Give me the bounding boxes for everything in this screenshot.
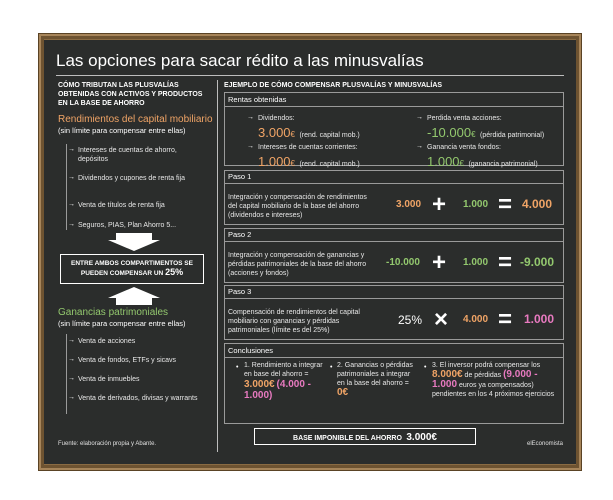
infographic-title: Las opciones para sacar rédito a las minusvalías — [56, 51, 424, 70]
base-imponible-box — [254, 428, 476, 445]
gan-label: Ganancia venta fondos: — [427, 144, 501, 151]
c3-text: 3. El inversor podrá compensar los — [432, 362, 541, 369]
paso2-b: 1.000 — [463, 257, 489, 268]
currency: € — [290, 130, 295, 139]
paso1-result: 4.000 — [522, 197, 553, 211]
paso3-a: 25% — [398, 313, 423, 327]
c1-value: 3.000€ — [244, 379, 275, 390]
conclusion-1 — [244, 361, 328, 401]
paso1-label: Paso 1 — [228, 172, 252, 181]
arrow-down-icon — [108, 233, 160, 251]
paso1-divider — [224, 183, 564, 184]
equals-sign: = — [498, 249, 513, 276]
c3-mid: de pérdidas — [464, 372, 502, 379]
arrow-icon: → — [68, 146, 75, 153]
equals-sign: = — [498, 191, 513, 218]
int-value: 1.000 — [258, 154, 291, 169]
int-row — [258, 153, 360, 171]
c3-calc: (9.000 - 1.000 — [432, 369, 538, 390]
div-value: 3.000 — [258, 125, 291, 140]
concl-divider — [224, 357, 564, 358]
arrow-icon: → — [68, 375, 75, 382]
gan-item: Venta de acciones — [78, 338, 136, 345]
rend-title: Rendimientos del capital mobiliario — [58, 114, 213, 125]
c2-text: 2. Ganancias o pérdidas patrimoniales a integrar en la base del ahorro = — [337, 362, 413, 387]
paso3-b: 4.000 — [463, 314, 489, 325]
paso2-text: Integración y compensación de ganancias y pérdidas patrimoniales de la base del ahorro (acciones y fondos) — [228, 252, 367, 277]
perd-value: -10.000 — [427, 125, 472, 140]
base-value: 3.000€ — [406, 432, 437, 443]
arrow-icon: → — [68, 356, 75, 363]
times-sign: × — [434, 306, 449, 333]
arrow-icon: → — [68, 394, 75, 401]
arrow-icon: → — [68, 201, 75, 208]
paso2-a: -10.000 — [386, 257, 420, 268]
compartments-pct: 25% — [165, 267, 184, 277]
rend-subtitle: (sin límite para compensar entre ellas) — [58, 126, 186, 135]
perd-label: Perdida venta acciones: — [427, 115, 502, 122]
arrow-icon: → — [68, 221, 75, 228]
bullet-icon: • — [236, 364, 239, 371]
paso1-a: 3.000 — [396, 199, 422, 210]
paso3-result: 1.000 — [524, 312, 555, 326]
right-heading: EJEMPLO DE CÓMO COMPENSAR PLUSVALÍAS Y MINUSVALÍAS — [224, 82, 443, 89]
c1-calc: (4.000 - 1.000) — [244, 379, 312, 401]
concl-label: Conclusiones — [228, 346, 274, 355]
rend-item: Dividendos y cupones de renta fija — [78, 175, 186, 182]
gan-list-line — [66, 334, 67, 414]
currency: € — [459, 159, 464, 168]
bullet-icon: • — [424, 364, 427, 371]
gan-row — [427, 153, 538, 171]
paso3-text: Compensación de rendimientos del capital mobiliario con ganancias y pérdidas patrimoniales (límite es del 25%) — [228, 309, 360, 334]
column-divider — [217, 80, 218, 452]
int-label: Intereses de cuentas corrientes: — [258, 144, 358, 151]
rend-list-line — [66, 144, 67, 230]
title-divider — [56, 75, 564, 76]
gan-title: Ganancias patrimoniales — [58, 307, 169, 318]
brand-logo: elEconomista — [527, 441, 564, 447]
currency: € — [471, 130, 476, 139]
gan-note: (ganancia patrimonial) — [468, 161, 538, 168]
div-note: (rend. capital mob.) — [299, 132, 360, 139]
arrow-icon: → — [68, 174, 75, 181]
base-label: BASE IMPONIBLE DEL AHORRO — [293, 435, 402, 442]
arrow-icon: → — [416, 143, 423, 150]
bullet-icon: • — [330, 364, 333, 371]
div-row — [258, 124, 360, 142]
left-heading: CÓMO TRIBUTAN LAS PLUSVALÍAS OBTENIDAS CON ACTIVOS Y PRODUCTOS EN LA BASE DE AHORRO — [58, 82, 203, 107]
paso1-text: Integración y compensación de rendimientos del capital mobiliario de la base del ahorro (dividendos e intereses) — [228, 194, 367, 219]
paso3-divider — [224, 298, 564, 299]
gan-item: Venta de fondos, ETFs y sicavs — [78, 357, 177, 364]
c3-value: 8.000€ — [432, 369, 463, 380]
plus-sign: + — [432, 249, 447, 276]
paso1-b: 1.000 — [463, 199, 489, 210]
conclusion-2 — [337, 361, 417, 398]
plus-sign: + — [432, 191, 447, 218]
gan-item: Venta de inmuebles — [78, 376, 140, 383]
perd-note: (pérdida patrimonial) — [480, 132, 545, 139]
conclusion-3 — [432, 361, 560, 399]
rentas-label: Rentas obtenidas — [228, 95, 287, 104]
arrow-icon: → — [416, 114, 423, 121]
int-note: (rend. capital mob.) — [299, 161, 360, 168]
paso2-result: -9.000 — [520, 255, 555, 269]
rend-item: Intereses de cuentas de ahorro, depósitos — [78, 147, 177, 163]
arrow-up-icon — [108, 287, 160, 305]
perd-row — [427, 124, 544, 142]
equals-sign: = — [498, 306, 513, 333]
arrow-icon: → — [68, 337, 75, 344]
c1-text: 1. Rendimiento a integrar en base del ahorro = — [244, 362, 323, 378]
gan-value: 1.000 — [427, 154, 460, 169]
paso2-label: Paso 2 — [228, 230, 252, 239]
rend-item: Seguros, PIAS, Plan Ahorro 5... — [78, 222, 177, 229]
source-note: Fuente: elaboración propia y Abante. — [58, 441, 157, 447]
rentas-divider — [224, 106, 564, 107]
compartments-box — [60, 254, 204, 284]
compartments-text: ENTRE AMBOS COMPARTIMENTOS SE PUEDEN COMPENSAR UN — [71, 260, 193, 277]
c2-value: 0€ — [337, 387, 349, 398]
currency: € — [290, 159, 295, 168]
rend-item: Venta de títulos de renta fija — [78, 202, 165, 209]
gan-subtitle: (sin límite para compensar entre ellas) — [58, 319, 186, 328]
c3-rest: euros ya compensados) pendientes en los 4 próximos ejercicios — [432, 382, 555, 398]
paso3-label: Paso 3 — [228, 287, 252, 296]
div-label: Dividendos: — [258, 115, 295, 122]
arrow-icon: → — [247, 143, 254, 150]
paso2-divider — [224, 241, 564, 242]
arrow-icon: → — [247, 114, 254, 121]
gan-item: Venta de derivados, divisas y warrants — [78, 395, 198, 402]
